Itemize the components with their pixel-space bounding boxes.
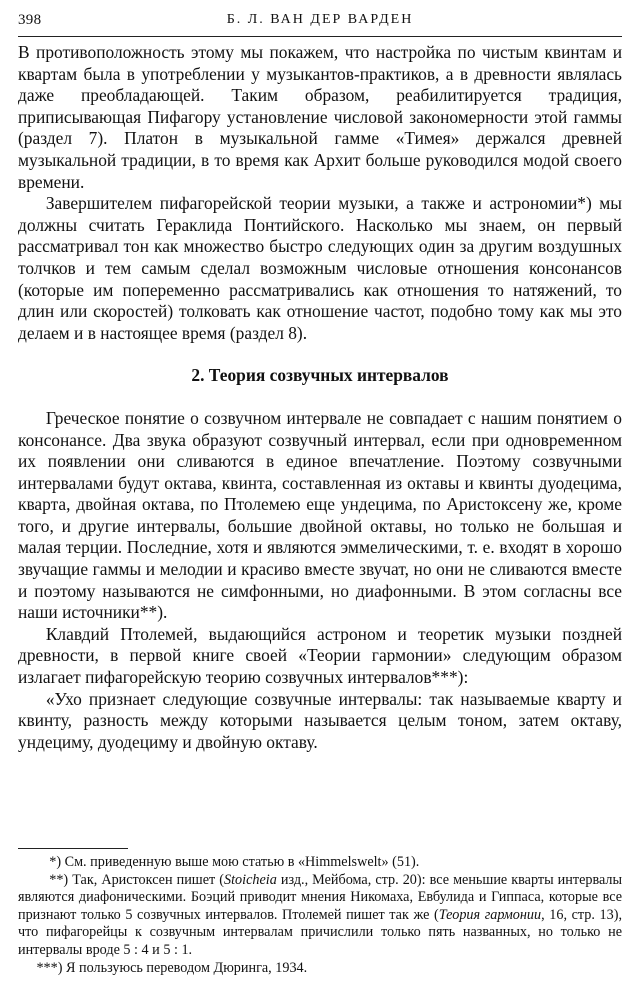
paragraph: Греческое понятие о созвучном интервале не совпадает с нашим понятием о консонансе. Два звука образуют созвучный интервал, если при одновременном их появлении они сливаются в единое впечатление. Поэтому созвучными интервалами будут октава, квинта, составленная из октавы и квинты дуодецима, кварта, двойная октава, по Птолемею еще ундецима, по Аристоксену же, кроме того, и другие интервалы, большие двойной октавы, но только не большая и малая терции. Последние, хотя и являются эммелическими, т. е. входят в хорошо звучащие гаммы и мелодии и красиво вместе звучат, но они не сливаются вместе и поэтому называются не симфонными, но диафонными. В этом согласны все наши источники**). bbox=[18, 407, 622, 623]
footnote-2-text: изд., Мейбома, стр. 20): все меньшие кварты интервалы являются диафоническими. Боэций приводит мнения Никомаха, Евбулида и Гиппаса, которые все признают только 5 созвучных интервалов. Птолемей пишет так же ( bbox=[18, 871, 623, 923]
footnote-2-italic: Stoicheia bbox=[224, 871, 277, 888]
main-text bbox=[18, 42, 622, 753]
paragraph: «Ухо признает следующие созвучные интервалы: так называемые кварту и квинту, разность между которыми называется целым тоном, затем октаву, ундециму, дуодециму и двойную октаву. bbox=[18, 688, 622, 752]
footnote-separator bbox=[18, 848, 128, 849]
paragraph: Завершителем пифагорейской теории музыки, а также и астрономии*) мы должны считать Гераклида Понтийского. Насколько мы знаем, он первый рассматривал тон как множество быстро следующих один за другим воздушных толчков и тем самым сделал возможным числовые отношения консонансов (которые им попеременно рассматривались как отношения то натяжений, то длин или скоростей) толковать как отношение частот, подобно тому как мы это делаем и в настоящее время (раздел 8). bbox=[18, 193, 622, 343]
header-rule bbox=[18, 36, 622, 37]
paragraph: В противоположность этому мы покажем, что настройка по чистым квинтам и квартам была в употреблении у музыкантов-практиков, а в древности являлась даже преобладающей. Таким образом, реабилитируется традиция, приписывающая Пифагору установление числовой закономерности этой гаммы (раздел 7). Платон в музыкальной гамме «Тимея» держался древней музыкальной традиции, в то время как Архит больше руководился модой своего времени. bbox=[18, 42, 622, 192]
page-header bbox=[18, 12, 622, 34]
footnote-1: *) См. приведенную выше мою статью в «Himmelswelt» (51). bbox=[49, 854, 420, 870]
paragraph: Клавдий Птолемей, выдающийся астроном и теоретик музыки поздней древности, в первой книге своей «Теории гармонии» следующим образом излагает пифагорейскую теорию созвучных интервалов***): bbox=[18, 623, 622, 688]
footnotes bbox=[18, 848, 622, 977]
running-title: Б. Л. ВАН ДЕР ВАРДЕН bbox=[226, 12, 414, 27]
section-title: 2. Теория созвучных интервалов bbox=[191, 365, 449, 386]
footnote-2-text: , 16, стр. 13), что пифагорейцы к созвучным интервалам причислили только пять названных, но только не интервалы вроде 5 : 4 и 5 : 1. bbox=[18, 906, 622, 958]
footnote-2-text: **) Так, Аристоксен пишет ( bbox=[49, 871, 225, 888]
footnote-2-italic: Теория гармонии bbox=[438, 906, 542, 923]
page-number: 398 bbox=[18, 12, 42, 28]
footnote-3: ***) Я пользуюсь переводом Дюринга, 1934. bbox=[36, 959, 308, 976]
footnote-2 bbox=[18, 872, 622, 960]
